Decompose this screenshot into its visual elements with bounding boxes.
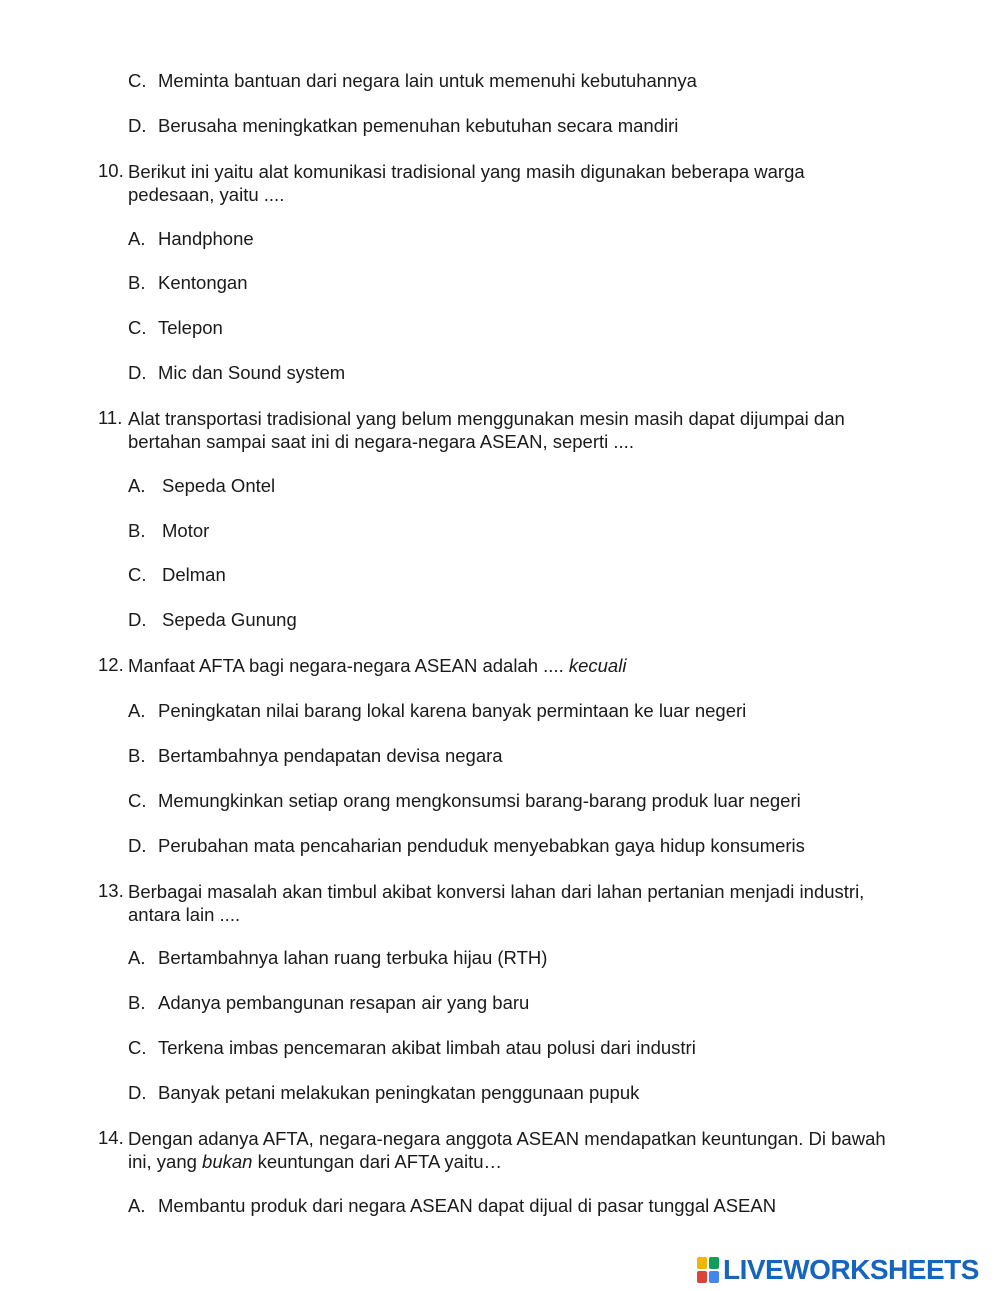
option-letter: A. — [128, 1195, 146, 1216]
option-text: Bertambahnya lahan ruang terbuka hijau (RTH) — [158, 947, 548, 968]
option-letter: A. — [128, 228, 146, 249]
option-text: Bertambahnya pendapatan devisa negara — [158, 745, 503, 766]
q13-option-b[interactable] — [128, 992, 529, 1014]
question-line: Manfaat AFTA bagi negara-negara ASEAN adalah .... — [128, 655, 564, 676]
q10-option-c[interactable] — [128, 317, 223, 339]
q13-option-c[interactable] — [128, 1037, 696, 1059]
q12-option-d[interactable] — [128, 835, 805, 857]
option-letter: D. — [128, 115, 147, 136]
question-number: 12. — [98, 654, 124, 675]
q10-option-b[interactable] — [128, 272, 248, 294]
option-letter: A. — [128, 947, 146, 968]
question-line: Berikut ini yaitu alat komunikasi tradisional yang masih digunakan beberapa warga — [128, 161, 805, 182]
question-12-text — [128, 654, 928, 677]
logo-square — [697, 1271, 707, 1283]
option-letter: B. — [128, 745, 146, 766]
q10-option-d[interactable] — [128, 362, 345, 384]
brand-name: LIVEWORKSHEETS — [723, 1254, 979, 1285]
option-letter: C. — [128, 790, 147, 811]
q12-option-a[interactable] — [128, 700, 746, 722]
question-14-text — [128, 1127, 928, 1173]
question-10-text — [128, 160, 928, 206]
question-number: 13. — [98, 880, 124, 901]
question-line: bertahan sampai saat ini di negara-negara ASEAN, seperti .... — [128, 431, 634, 452]
option-text: Berusaha meningkatkan pemenuhan kebutuhan secara mandiri — [158, 115, 679, 136]
option-text: Terkena imbas pencemaran akibat limbah atau polusi dari industri — [158, 1037, 696, 1058]
option-letter: D. — [128, 609, 147, 630]
liveworksheets-icon — [697, 1257, 719, 1283]
option-text: Mic dan Sound system — [158, 362, 346, 383]
q9-option-c[interactable] — [128, 70, 697, 92]
question-line: pedesaan, yaitu .... — [128, 184, 285, 205]
option-letter: C. — [128, 317, 147, 338]
question-11-text — [128, 407, 928, 453]
option-text: Banyak petani melakukan peningkatan penggunaan pupuk — [158, 1082, 640, 1103]
question-number: 11. — [98, 407, 123, 428]
option-letter: B. — [128, 272, 146, 293]
option-letter: D. — [128, 362, 147, 383]
option-letter: C. — [128, 70, 147, 91]
option-text: Sepeda Ontel — [162, 475, 276, 496]
question-13-text — [128, 880, 928, 926]
question-line — [128, 1150, 928, 1173]
logo-square — [709, 1271, 719, 1283]
option-text: Perubahan mata pencaharian penduduk menyebabkan gaya hidup konsumeris — [158, 835, 805, 856]
option-letter: B. — [128, 520, 146, 541]
option-text: Sepeda Gunung — [162, 609, 297, 630]
option-text: Meminta bantuan dari negara lain untuk memenuhi kebutuhannya — [158, 70, 697, 91]
option-text: Handphone — [158, 228, 254, 249]
option-text: Memungkinkan setiap orang mengkonsumsi barang-barang produk luar negeri — [158, 790, 801, 811]
option-letter: A. — [128, 475, 146, 496]
option-letter: A. — [128, 700, 146, 721]
question-emphasis: kecuali — [568, 655, 627, 676]
q11-option-c[interactable] — [128, 564, 226, 586]
q13-option-a[interactable] — [128, 947, 547, 969]
q9-option-d[interactable] — [128, 115, 678, 137]
option-text: Delman — [162, 564, 226, 585]
option-letter: C. — [128, 1037, 147, 1058]
q14-option-a[interactable] — [128, 1195, 776, 1217]
option-text: Peningkatan nilai barang lokal karena banyak permintaan ke luar negeri — [158, 700, 747, 721]
option-text: Adanya pembangunan resapan air yang baru — [158, 992, 530, 1013]
q11-option-b[interactable] — [128, 520, 209, 542]
option-letter: C. — [128, 564, 147, 585]
option-text: Telepon — [158, 317, 223, 338]
option-letter: D. — [128, 1082, 147, 1103]
question-emphasis: bukan — [202, 1151, 253, 1172]
q13-option-d[interactable] — [128, 1082, 639, 1104]
question-line: antara lain .... — [128, 904, 241, 925]
option-text: Kentongan — [158, 272, 248, 293]
question-line: Berbagai masalah akan timbul akibat konversi lahan dari lahan pertanian menjadi industri, — [128, 881, 865, 902]
q11-option-a[interactable] — [128, 475, 275, 497]
question-segment: ini, yang — [128, 1151, 203, 1172]
liveworksheets-logo[interactable] — [697, 1254, 979, 1286]
option-text: Motor — [162, 520, 210, 541]
question-number: 10. — [98, 160, 124, 181]
q11-option-d[interactable] — [128, 609, 297, 631]
option-text: Membantu produk dari negara ASEAN dapat dijual di pasar tunggal ASEAN — [158, 1195, 777, 1216]
q10-option-a[interactable] — [128, 228, 254, 250]
question-line: Alat transportasi tradisional yang belum menggunakan mesin masih dapat dijumpai dan — [128, 408, 845, 429]
option-letter: D. — [128, 835, 147, 856]
option-letter: B. — [128, 992, 146, 1013]
question-line: Dengan adanya AFTA, negara-negara anggota ASEAN mendapatkan keuntungan. Di bawah — [128, 1128, 886, 1149]
q12-option-c[interactable] — [128, 790, 801, 812]
logo-square — [697, 1257, 707, 1269]
question-segment: keuntungan dari AFTA yaitu… — [252, 1151, 503, 1172]
question-number: 14. — [98, 1127, 124, 1148]
logo-square — [709, 1257, 719, 1269]
q12-option-b[interactable] — [128, 745, 503, 767]
